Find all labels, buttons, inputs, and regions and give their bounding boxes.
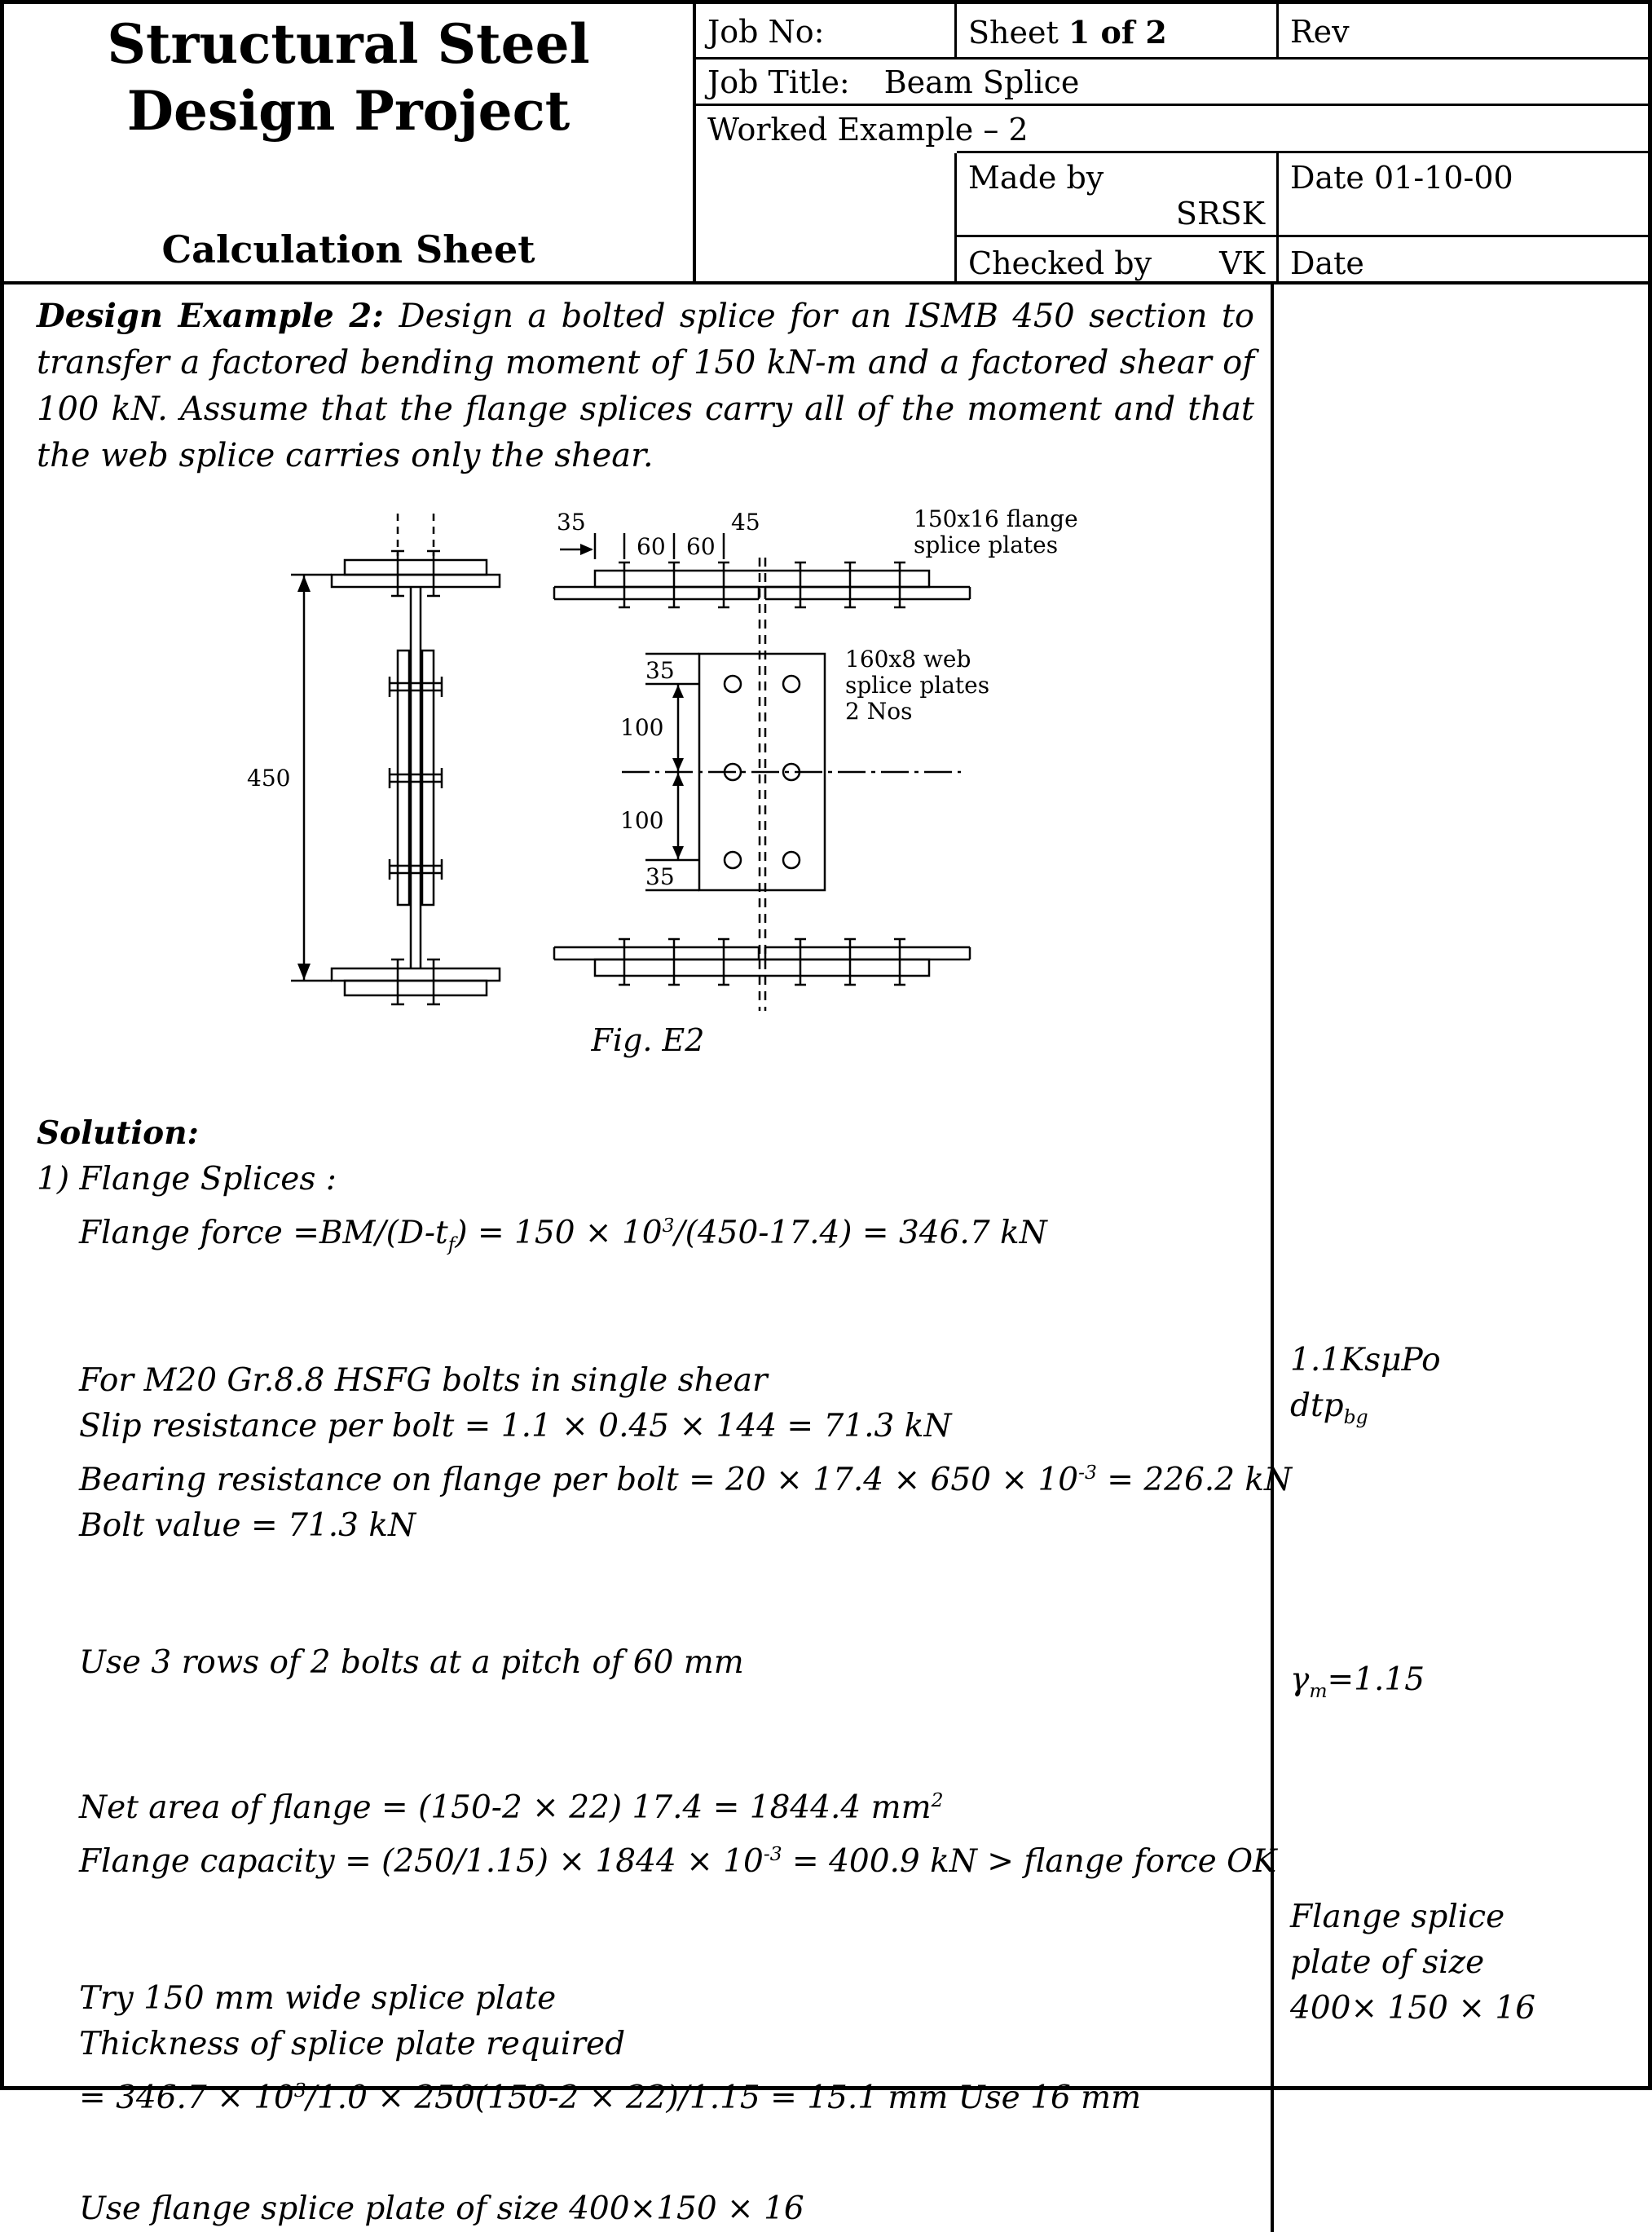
text-run: ) = 150 × 10 [455, 1215, 663, 1251]
beam-cross-section [291, 514, 500, 1004]
dim-45-label: 45 [731, 509, 760, 536]
text-run: -3 [1078, 1460, 1097, 1484]
text-run: Use flange splice plate of size 400×150 × 16 [79, 2190, 804, 2227]
body [4, 285, 1648, 2232]
text-run: 3 [293, 2078, 306, 2102]
margin-note-gamma [1290, 1657, 1425, 1714]
figure-caption: Fig. E2 [591, 1022, 705, 1058]
solution-line [37, 1640, 1254, 1686]
text-run: /(450-17.4) = 346.7 kN [674, 1215, 1047, 1251]
web-dim-35-top-label: 35 [645, 657, 675, 684]
text-run: =1.15 [1327, 1661, 1425, 1698]
document-title-line1: Structural Steel [107, 12, 590, 76]
text-run: 1) Flange Splices : [37, 1161, 337, 1198]
text-run: bg [1343, 1405, 1368, 1428]
slip-formula [1290, 1338, 1441, 1383]
flange-plate-label-line2: splice plates [914, 532, 1059, 558]
solution-line [37, 1404, 1254, 1449]
text-run: Bearing resistance on flange per bolt = 20 × 17.4 × 650 × 10 [79, 1461, 1079, 1498]
checked-by-value: VK [1219, 245, 1265, 281]
text-run: Bolt value = 71.3 kN [79, 1506, 416, 1544]
job-title-label: Job Title: [707, 64, 850, 100]
header-row-1 [696, 4, 1648, 60]
rev-cell: Rev [1290, 14, 1350, 50]
checked-by-label: Checked by [968, 245, 1152, 281]
header [4, 4, 1648, 285]
solution-line [37, 1449, 1293, 1503]
splice-side-elevation [554, 533, 970, 1011]
text-run: -3 [763, 1842, 782, 1865]
checked-by-cell [957, 237, 1276, 281]
web-plate-label-line1: 160x8 web [845, 646, 971, 673]
made-by-value: SRSK [1175, 196, 1265, 232]
dim-60-b-label: 60 [686, 533, 716, 560]
text-run: = 226.2 kN [1096, 1461, 1293, 1498]
date-checked-cell: Date [1290, 245, 1364, 281]
web-plate-label-line3: 2 Nos [845, 698, 913, 725]
job-no-cell: Job No: [696, 4, 957, 57]
solution-line [37, 1202, 1254, 1267]
solution-line [37, 1503, 1254, 1549]
job-title-row [696, 60, 1648, 106]
text-run: 1 of 2 [1068, 14, 1167, 51]
dim-35-end-label: 35 [557, 509, 586, 536]
web-dim-100-b-label: 100 [620, 807, 664, 834]
web-plate-label-line2: splice plates [845, 672, 990, 699]
dim-450-label: 450 [247, 765, 291, 792]
text-run: Try 150 mm wide splice plate [79, 1979, 557, 2017]
text-run: = 346.7 × 10 [79, 2079, 294, 2116]
text-run: Sheet [968, 15, 1068, 51]
text-run: f [447, 1232, 456, 1255]
document-title-line2: Design Project [126, 79, 570, 143]
design-example-paragraph [37, 293, 1254, 479]
margin-notes-column [1274, 285, 1648, 2232]
text-run: Slip resistance per bolt = 1.1 × 0.45 × 144 = 71.3 kN [79, 1407, 952, 1445]
solution-heading [37, 1110, 1254, 1157]
text-run: Design a bolted splice for an ISMB 450 section to transfer a factored bending moment of 150 kN-m and a factored shear of 100 kN. Assume that the flange splices carry all of the moment and that the web splice carries only the shear. [37, 298, 1255, 474]
solution-line [37, 1358, 1254, 1404]
web-dim-35-bottom-label: 35 [645, 863, 675, 890]
solution-line [37, 2186, 1254, 2232]
text-run: Flange splice plate of size 400× 150 × 16 [1290, 1899, 1536, 2027]
solution-line [37, 1831, 1277, 1885]
text-run: 2 [931, 1788, 944, 1811]
text-run: Net area of flange = (150-2 × 22) 17.4 = 1844.4 mm [79, 1789, 932, 1826]
text-run: Flange capacity = (250/1.15) × 1844 × 10 [79, 1842, 764, 1880]
date-made-cell: Date 01-10-00 [1279, 153, 1648, 237]
figure-e2 [240, 491, 1254, 1021]
text-run: Thickness of splice plate required [79, 2025, 626, 2062]
text-run: γ [1290, 1661, 1310, 1698]
solution-line [37, 2022, 1254, 2067]
solution-section [37, 1110, 1293, 2232]
document-title [4, 11, 693, 144]
made-by-label: Made by [968, 160, 1104, 196]
text-run: /1.0 × 250(150-2 × 22)/1.15 = 15.1 mm Use 16 mm [306, 2079, 1142, 2116]
text-run: For M20 Gr.8.8 HSFG bolts in single shear [79, 1361, 768, 1399]
header-info-table [693, 4, 1648, 281]
signoff-names-column [957, 153, 1279, 281]
bearing-formula [1290, 1383, 1441, 1440]
flange-plate-label-line1: 150x16 flange [914, 505, 1078, 532]
sheet-number-cell [957, 4, 1279, 57]
text-run: dtp [1290, 1387, 1344, 1424]
text-run: m [1309, 1678, 1328, 1702]
made-by-cell [957, 153, 1276, 237]
main-content [4, 285, 1293, 2232]
worked-example-label: Worked Example – 2 [707, 112, 1029, 148]
text-run: Solution: [37, 1114, 199, 1152]
text-run: Flange force =BM/(D-t [79, 1215, 448, 1251]
solution-line [37, 1777, 1254, 1831]
text-run: 1.1KsμPo [1290, 1342, 1441, 1378]
splice-diagram [240, 491, 1178, 1021]
empty-cell [696, 153, 957, 281]
text-run: Use 3 rows of 2 bolts at a pitch of 60 mm [79, 1643, 744, 1681]
solution-line [37, 1157, 1254, 1202]
text-run: Design Example 2: [37, 297, 399, 335]
worked-example-row [696, 106, 1648, 153]
web-dim-100-a-label: 100 [620, 714, 664, 741]
margin-note-slip [1290, 1338, 1441, 1440]
partial-divider [957, 151, 1648, 153]
solution-line [37, 1976, 1254, 2022]
job-title-value: Beam Splice [883, 64, 1080, 100]
text-run: 3 [662, 1214, 675, 1237]
header-title-cell [4, 4, 693, 281]
calculation-sheet-label: Calculation Sheet [161, 227, 535, 271]
margin-note-flange-plate [1290, 1895, 1543, 2031]
signoff-rows [696, 153, 1648, 281]
text-run: = 400.9 kN > flange force OK [782, 1842, 1277, 1880]
dim-60-a-label: 60 [637, 533, 666, 560]
signoff-dates-column [1279, 153, 1648, 281]
solution-line [37, 2067, 1254, 2121]
